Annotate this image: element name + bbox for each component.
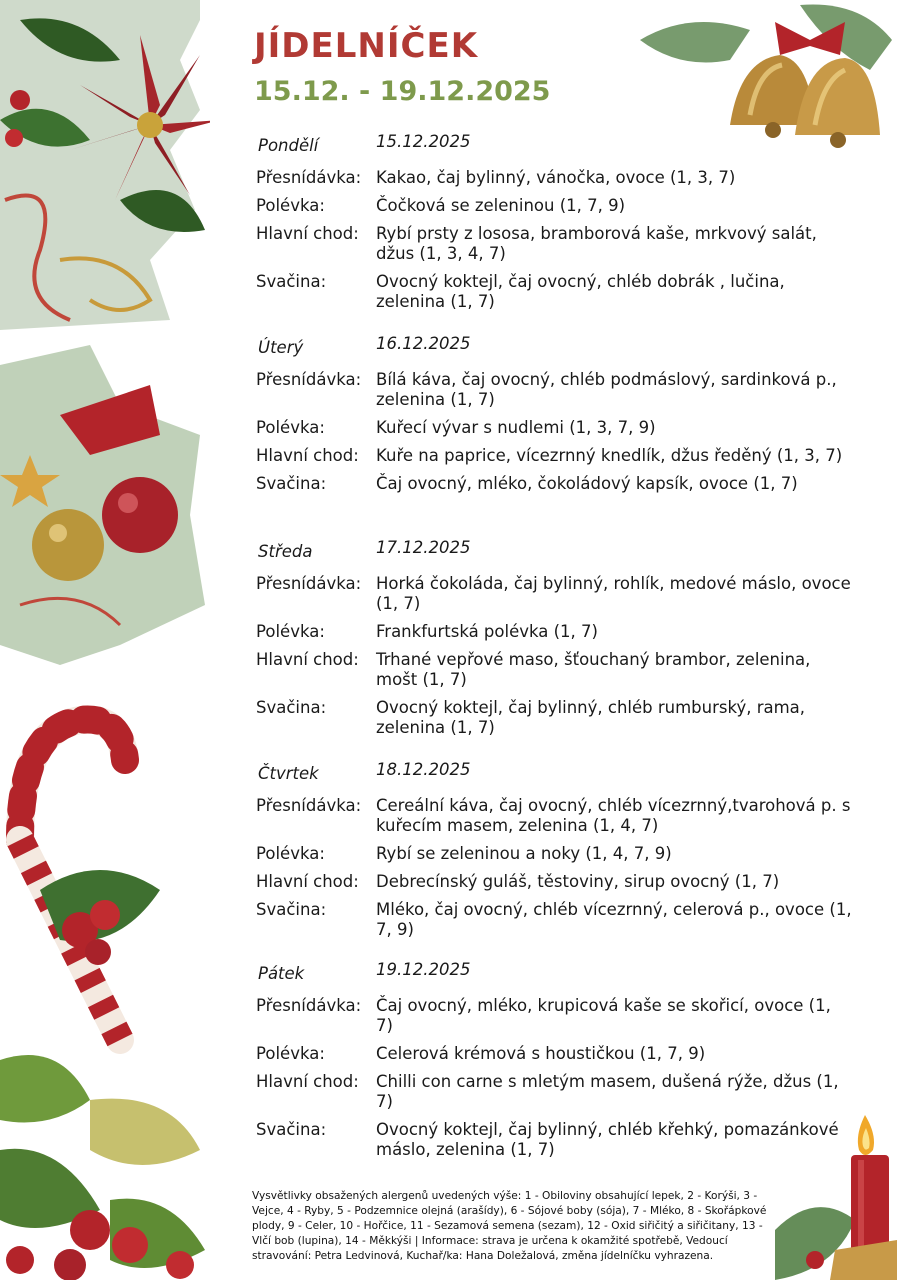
meal-breakfast [256,996,856,1036]
day-name: Úterý [258,338,304,357]
meal-label: Svačina: [256,1120,327,1139]
meal-text: Čočková se zeleninou (1, 7, 9) [376,196,626,215]
day-wednesday [256,538,856,738]
meal-label: Svačina: [256,474,327,493]
meal-breakfast [256,574,856,614]
meal-label: Svačina: [256,698,327,717]
day-name: Pátek [258,964,305,983]
meal-breakfast [256,796,856,836]
day-friday [256,960,856,1160]
meal-snack [256,698,856,738]
meal-text: Ovocný koktejl, čaj bylinný, chléb rumburský, rama, zelenina (1, 7) [376,698,806,737]
meal-label: Hlavní chod: [256,1072,359,1091]
meal-label: Hlavní chod: [256,650,359,669]
meal-text: Čaj ovocný, mléko, krupicová kaše se skořicí, ovoce (1, 7) [376,996,831,1035]
meal-text: Čaj ovocný, mléko, čokoládový kapsík, ovoce (1, 7) [376,474,798,493]
candy-cane-decoration [0,690,200,1060]
meal-text: Rybí prsty z lososa, bramborová kaše, mrkvový salát, džus (1, 3, 4, 7) [376,224,817,263]
meal-text: Mléko, čaj ovocný, chléb vícezrnný, celerová p., ovoce (1, 7, 9) [376,900,852,939]
meal-text: Ovocný koktejl, čaj bylinný, chléb křehký, pomazánkové máslo, zelenina (1, 7) [376,1120,839,1159]
poinsettia-decoration [0,0,210,330]
meal-main [256,224,856,264]
meal-snack [256,272,856,312]
meal-snack [256,474,856,494]
meal-main [256,872,856,892]
day-thursday [256,760,856,940]
meal-soup [256,844,856,864]
meal-snack [256,1120,856,1160]
holly-decoration [0,1040,210,1280]
meal-label: Přesnídávka: [256,796,362,815]
meal-label: Přesnídávka: [256,996,362,1015]
meal-text: Frankfurtská polévka (1, 7) [376,622,598,641]
meal-breakfast [256,168,856,188]
meal-label: Polévka: [256,418,325,437]
meal-label: Přesnídávka: [256,370,362,389]
meal-label: Polévka: [256,844,325,863]
date-range: 15.12. - 19.12.2025 [254,76,551,107]
meal-main [256,650,856,690]
meal-label: Polévka: [256,196,325,215]
day-date: 19.12.2025 [376,960,471,979]
meal-text: Rybí se zeleninou a noky (1, 4, 7, 9) [376,844,672,863]
meal-label: Polévka: [256,622,325,641]
meal-label: Hlavní chod: [256,872,359,891]
day-name: Čtvrtek [258,764,319,783]
meal-soup [256,622,856,642]
meal-label: Svačina: [256,900,327,919]
meal-text: Kakao, čaj bylinný, vánočka, ovoce (1, 3, 7) [376,168,736,187]
meal-label: Svačina: [256,272,327,291]
meal-label: Hlavní chod: [256,446,359,465]
meal-label: Přesnídávka: [256,574,362,593]
meal-text: Debrecínský guláš, těstoviny, sirup ovocný (1, 7) [376,872,780,891]
meal-breakfast [256,370,856,410]
meal-text: Horká čokoláda, čaj bylinný, rohlík, medové máslo, ovoce (1, 7) [376,574,851,613]
day-date: 18.12.2025 [376,760,471,779]
meal-text: Cereální káva, čaj ovocný, chléb vícezrnný,tvarohová p. s kuřecím masem, zelenina (1, 4, 7) [376,796,851,835]
meal-main [256,1072,856,1112]
day-name: Pondělí [258,136,319,155]
meal-soup [256,418,856,438]
meal-text: Chilli con carne s mletým masem, dušená rýže, džus (1, 7) [376,1072,839,1111]
allergen-footnote: Vysvětlivky obsažených alergenů uvedených výše: 1 - Obiloviny obsahující lepek, 2 - Korýši, 3 - Vejce, 4 - Ryby, 5 - Podzemnice olejná (arašídy), 6 - Sójové boby (sója), 7 - Mléko, 8 - Skořápkové plody, 9 - Celer, 10 - Hořčice, 11 - Sezamová semena (sezam), 12 - Oxid siřičitý a siřičitany, 13 - Vlčí bob (lupina), 14 - Měkkýši | Informace: strava je určena k okamžité spotřebě, Vedoucí stravování: Petra Ledvinová, Kuchař/ka: Hana Doležalová, změna jídelníčku vyhrazena. [252,1190,767,1262]
meal-text: Trhané vepřové maso, šťouchaný brambor, zelenina, mošt (1, 7) [376,650,811,689]
page-title: JÍDELNÍČEK [254,26,479,66]
ornament-decoration [0,345,205,665]
meal-soup [256,196,856,216]
meal-label: Hlavní chod: [256,224,359,243]
day-tuesday [256,334,856,494]
meal-text: Celerová krémová s houstičkou (1, 7, 9) [376,1044,706,1063]
meal-text: Bílá káva, čaj ovocný, chléb podmáslový, sardinková p., zelenina (1, 7) [376,370,837,409]
meal-label: Polévka: [256,1044,325,1063]
bells-decoration [630,0,897,150]
meal-text: Kuře na paprice, vícezrnný knedlík, džus ředěný (1, 3, 7) [376,446,843,465]
day-monday [256,132,856,312]
meal-snack [256,900,856,940]
day-date: 15.12.2025 [376,132,471,151]
meal-main [256,446,856,466]
meal-soup [256,1044,856,1064]
meal-text: Kuřecí vývar s nudlemi (1, 3, 7, 9) [376,418,656,437]
day-date: 16.12.2025 [376,334,471,353]
day-name: Středa [258,542,313,561]
meal-label: Přesnídávka: [256,168,362,187]
meal-text: Ovocný koktejl, čaj ovocný, chléb dobrák , lučina, zelenina (1, 7) [376,272,785,311]
day-date: 17.12.2025 [376,538,471,557]
